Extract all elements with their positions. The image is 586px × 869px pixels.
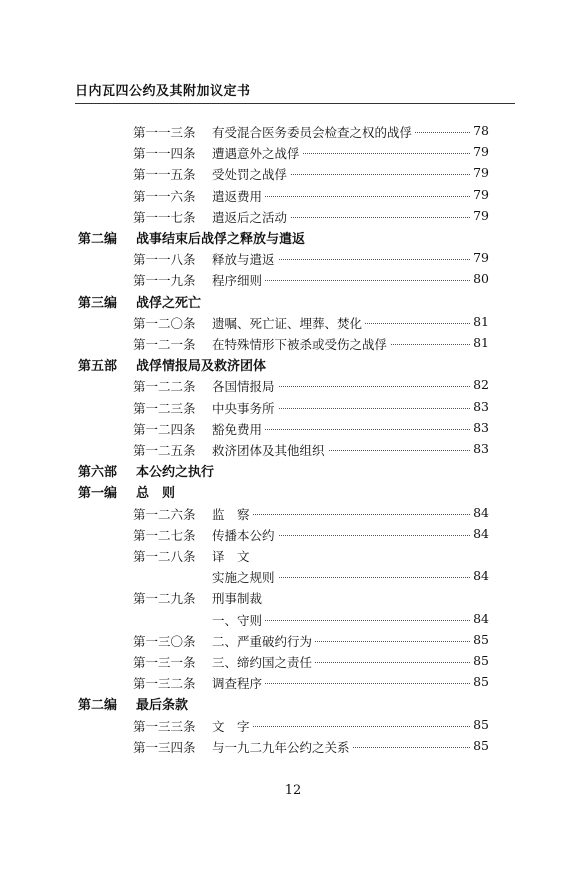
toc-entry-row <box>0 608 586 630</box>
toc-page-number: 81 <box>470 335 489 350</box>
toc-heading-number: 第六部 <box>78 465 118 481</box>
toc-article-title: 中央事务所 <box>212 399 278 417</box>
toc-entry-row <box>0 650 586 672</box>
toc-heading-title: 最后条款 <box>136 698 189 714</box>
toc-page-number: 79 <box>470 144 489 159</box>
toc-article-number: 第一二七条 <box>133 527 196 543</box>
toc-article-title: 文 字 <box>212 717 253 735</box>
toc-heading-number: 第五部 <box>78 359 118 375</box>
toc-page-number: 83 <box>470 399 489 414</box>
toc-article-number: 第一一三条 <box>133 125 196 140</box>
toc-article-title: 一、守则 <box>212 611 265 629</box>
toc-entry-row <box>0 396 586 418</box>
toc-heading-title: 总 则 <box>136 486 176 502</box>
toc-page-number: 85 <box>470 632 489 647</box>
toc-entry-row <box>0 205 586 227</box>
toc-dot-leader <box>220 726 486 727</box>
toc-article-title: 释放与遣返 <box>212 250 278 268</box>
toc-heading-title: 战俘之死亡 <box>136 295 202 311</box>
toc-entry-row <box>0 417 586 439</box>
toc-heading-row <box>0 353 586 375</box>
toc-page-number: 79 <box>470 187 489 202</box>
toc-entry-row <box>0 502 586 524</box>
toc-article-title: 程序细则 <box>212 271 265 289</box>
toc-page-number: 84 <box>470 611 489 626</box>
toc-article-title: 监 察 <box>212 505 253 523</box>
toc-page-number: 83 <box>470 441 489 456</box>
toc-entry-row <box>0 332 586 354</box>
toc-article-title: 遣返后之活动 <box>212 208 290 226</box>
toc-entry-row <box>0 544 586 566</box>
toc-page-number: 79 <box>470 250 489 265</box>
toc-page-number: 81 <box>470 314 489 329</box>
toc-article-number: 第一三三条 <box>133 718 196 734</box>
toc-article-title: 传播本公约 <box>212 526 278 544</box>
toc-article-number: 第一二九条 <box>133 591 196 607</box>
toc-article-title: 有受混合医务委员会检查之权的战俘 <box>212 123 415 141</box>
toc-entry-row <box>0 523 586 545</box>
toc-entry-row <box>0 438 586 460</box>
toc-entry-row <box>0 714 586 736</box>
toc-entry-row <box>0 162 586 184</box>
toc-article-number: 第一一七条 <box>133 209 196 225</box>
toc-article-title: 译 文 <box>212 547 253 565</box>
toc-entry-row <box>0 141 586 163</box>
toc-article-number: 第一三四条 <box>133 739 196 755</box>
toc-page-number: 80 <box>470 271 489 286</box>
toc-entry-row <box>0 268 586 290</box>
toc-article-title: 各国情报局 <box>212 377 278 395</box>
page-number: 12 <box>284 783 302 798</box>
toc-article-number: 第一二八条 <box>133 549 196 564</box>
toc-entry-row <box>0 629 586 651</box>
toc-article-number: 第一二三条 <box>133 400 196 416</box>
toc-heading-title: 战事结束后战俘之释放与遣返 <box>136 232 306 247</box>
toc-page-number: 79 <box>470 165 489 180</box>
toc-heading-row <box>0 692 586 714</box>
toc-article-number: 第一三一条 <box>133 655 196 670</box>
toc-article-title: 受处罚之战俘 <box>212 165 290 183</box>
toc-article-number: 第一二〇条 <box>133 315 196 331</box>
toc-page-number: 78 <box>470 123 489 138</box>
toc-article-title: 调查程序 <box>212 674 265 692</box>
toc-article-number: 第一二四条 <box>133 421 196 437</box>
toc-heading-row <box>0 459 586 481</box>
toc-page-number: 85 <box>470 674 489 689</box>
toc-heading-number: 第二编 <box>78 698 118 714</box>
toc-article-number: 第一二二条 <box>133 379 196 395</box>
toc-heading-title: 本公约之执行 <box>136 465 215 481</box>
toc-article-title: 三、缔约国之责任 <box>212 653 315 671</box>
toc-article-number: 第一三〇条 <box>133 633 196 649</box>
toc-article-title: 遭遇意外之战俘 <box>212 144 303 162</box>
toc-heading-number: 第一编 <box>78 486 118 502</box>
toc-entry-row <box>0 184 586 206</box>
toc-entry-row <box>0 586 586 608</box>
toc-entry-row <box>0 120 586 142</box>
toc-article-title: 实施之规则 <box>212 568 278 586</box>
toc-page-number: 82 <box>470 377 489 392</box>
toc-entry-row <box>0 735 586 757</box>
toc-article-title: 豁免费用 <box>212 420 265 438</box>
toc-article-number: 第一一四条 <box>133 146 196 162</box>
toc-heading-row <box>0 480 586 502</box>
toc-entry-row <box>0 671 586 693</box>
toc-heading-title: 战俘情报局及救济团体 <box>136 359 267 375</box>
toc-heading-row <box>0 290 586 312</box>
toc-article-title: 遣返费用 <box>212 187 265 205</box>
toc-article-title: 在特殊情形下被杀或受伤之战俘 <box>212 335 390 353</box>
toc-heading-number: 第二编 <box>78 232 118 247</box>
toc-article-title: 与一九二九年公约之关系 <box>212 738 353 756</box>
toc-page-number: 85 <box>470 653 489 668</box>
toc-entry-row <box>0 311 586 333</box>
toc-article-title: 遗嘱、死亡证、埋葬、焚化 <box>212 314 365 332</box>
toc-article-number: 第一二五条 <box>133 443 196 458</box>
toc-entry-row <box>0 374 586 396</box>
toc-article-number: 第一一九条 <box>133 273 196 289</box>
toc-article-number: 第一一八条 <box>133 252 196 268</box>
toc-dot-leader <box>220 514 486 515</box>
toc-article-title: 救济团体及其他组织 <box>212 441 328 459</box>
running-header: 日内瓦四公约及其附加议定书 <box>75 84 251 99</box>
toc-page-number: 83 <box>470 420 489 435</box>
toc-article-number: 第一二六条 <box>133 506 196 522</box>
toc-article-number: 第一二一条 <box>133 337 196 352</box>
toc-article-title: 二、严重破约行为 <box>212 632 315 650</box>
toc-article-number: 第一一五条 <box>133 167 196 183</box>
toc-article-number: 第一三二条 <box>133 676 196 692</box>
toc-page-number: 84 <box>470 526 489 541</box>
toc-article-title: 刑事制裁 <box>212 589 265 607</box>
toc-page-number: 79 <box>470 208 489 223</box>
toc-article-number: 第一一六条 <box>133 188 196 204</box>
toc-heading-row <box>0 226 586 248</box>
toc-page-number: 84 <box>470 568 489 583</box>
toc-page-number: 85 <box>470 738 489 753</box>
toc-heading-number: 第三编 <box>78 295 118 311</box>
toc-entry-row <box>0 247 586 269</box>
toc-page-number: 84 <box>470 505 489 520</box>
toc-page-number: 85 <box>470 717 489 732</box>
toc-entry-row <box>0 565 586 587</box>
